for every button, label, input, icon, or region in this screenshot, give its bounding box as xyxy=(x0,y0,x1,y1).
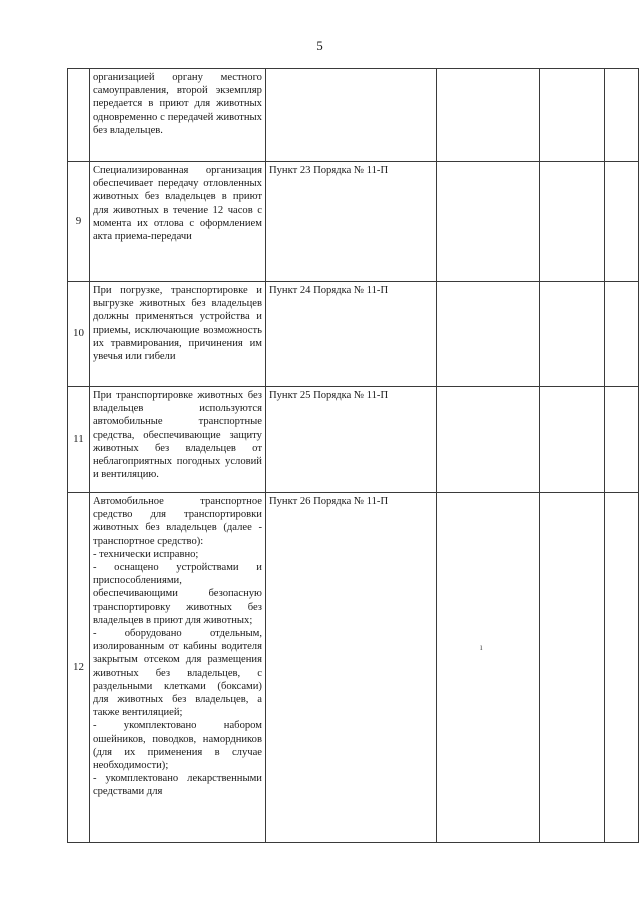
table-row xyxy=(68,162,639,282)
empty-cell xyxy=(605,493,639,843)
table-row xyxy=(68,69,639,162)
empty-cell xyxy=(605,282,639,387)
requirements-table xyxy=(67,68,639,843)
empty-cell xyxy=(605,387,639,493)
requirement-text: При транспортировке животных без владельцев используются автомобильные транспортные средства, обеспечивающие защиту животных без владельцев от неблагоприятных погодных условий и вентиляцию. xyxy=(89,387,265,493)
row-number: 9 xyxy=(68,162,90,282)
table-row xyxy=(68,282,639,387)
requirement-line: Автомобильное транспортное средство для транспортировки животных без владельцев (далее - транспортное средство): xyxy=(92,496,262,547)
empty-cell xyxy=(437,69,540,162)
empty-cell xyxy=(437,162,540,282)
requirement-line: - оборудовано отдельным, изолированным от кабины водителя закрытым отсеком для размещения животных без владельцев, с раздельными клетками (боксами) для животных без владельцев, а также вентиляцией; xyxy=(92,628,262,719)
requirement-line: - технически исправно; xyxy=(92,548,199,560)
requirement-text xyxy=(89,493,265,843)
empty-cell xyxy=(437,493,540,843)
empty-cell xyxy=(605,162,639,282)
legal-reference: Пункт 24 Порядка № 11-П xyxy=(265,282,436,387)
row-number: 10 xyxy=(68,282,90,387)
legal-reference: Пункт 26 Порядка № 11-П xyxy=(265,493,436,843)
requirement-text: организацией органу местного самоуправления, второй экземпляр передается в приют для животных одновременно с передачей животных без владельцев. xyxy=(89,69,265,162)
empty-cell xyxy=(540,69,605,162)
stray-mark: ı xyxy=(480,642,483,652)
row-number xyxy=(68,69,90,162)
empty-cell xyxy=(437,282,540,387)
table-row xyxy=(68,493,639,843)
legal-reference: Пункт 23 Порядка № 11-П xyxy=(265,162,436,282)
legal-reference: Пункт 25 Порядка № 11-П xyxy=(265,387,436,493)
row-number: 11 xyxy=(68,387,90,493)
requirement-text: Специализированная организация обеспечивает передачу отловленных животных без владельцев в приют для животных в течение 12 часов с момента их отлова с оформлением акта приема-передачи xyxy=(89,162,265,282)
empty-cell xyxy=(540,162,605,282)
row-number: 12 xyxy=(68,493,90,843)
empty-cell xyxy=(540,493,605,843)
empty-cell xyxy=(605,69,639,162)
empty-cell xyxy=(540,387,605,493)
table-row xyxy=(68,387,639,493)
legal-reference xyxy=(265,69,436,162)
requirement-line: - укомплектовано набором ошейников, поводков, намордников (для их применения в случае необходимости); xyxy=(92,720,262,772)
empty-cell xyxy=(540,282,605,387)
requirement-text: При погрузке, транспортировке и выгрузке животных без владельцев должны применяться устройства и приемы, исключающие возможность их травмирования, причинения им увечья или гибели xyxy=(89,282,265,387)
page-number: 5 xyxy=(316,38,323,53)
empty-cell xyxy=(437,387,540,493)
requirement-line: - укомплектовано лекарственными средствами для xyxy=(92,773,262,798)
requirement-line: - оснащено устройствами и приспособлениями, обеспечивающими безопасную транспортировку животных без владельцев в приют для животных; xyxy=(92,562,262,626)
